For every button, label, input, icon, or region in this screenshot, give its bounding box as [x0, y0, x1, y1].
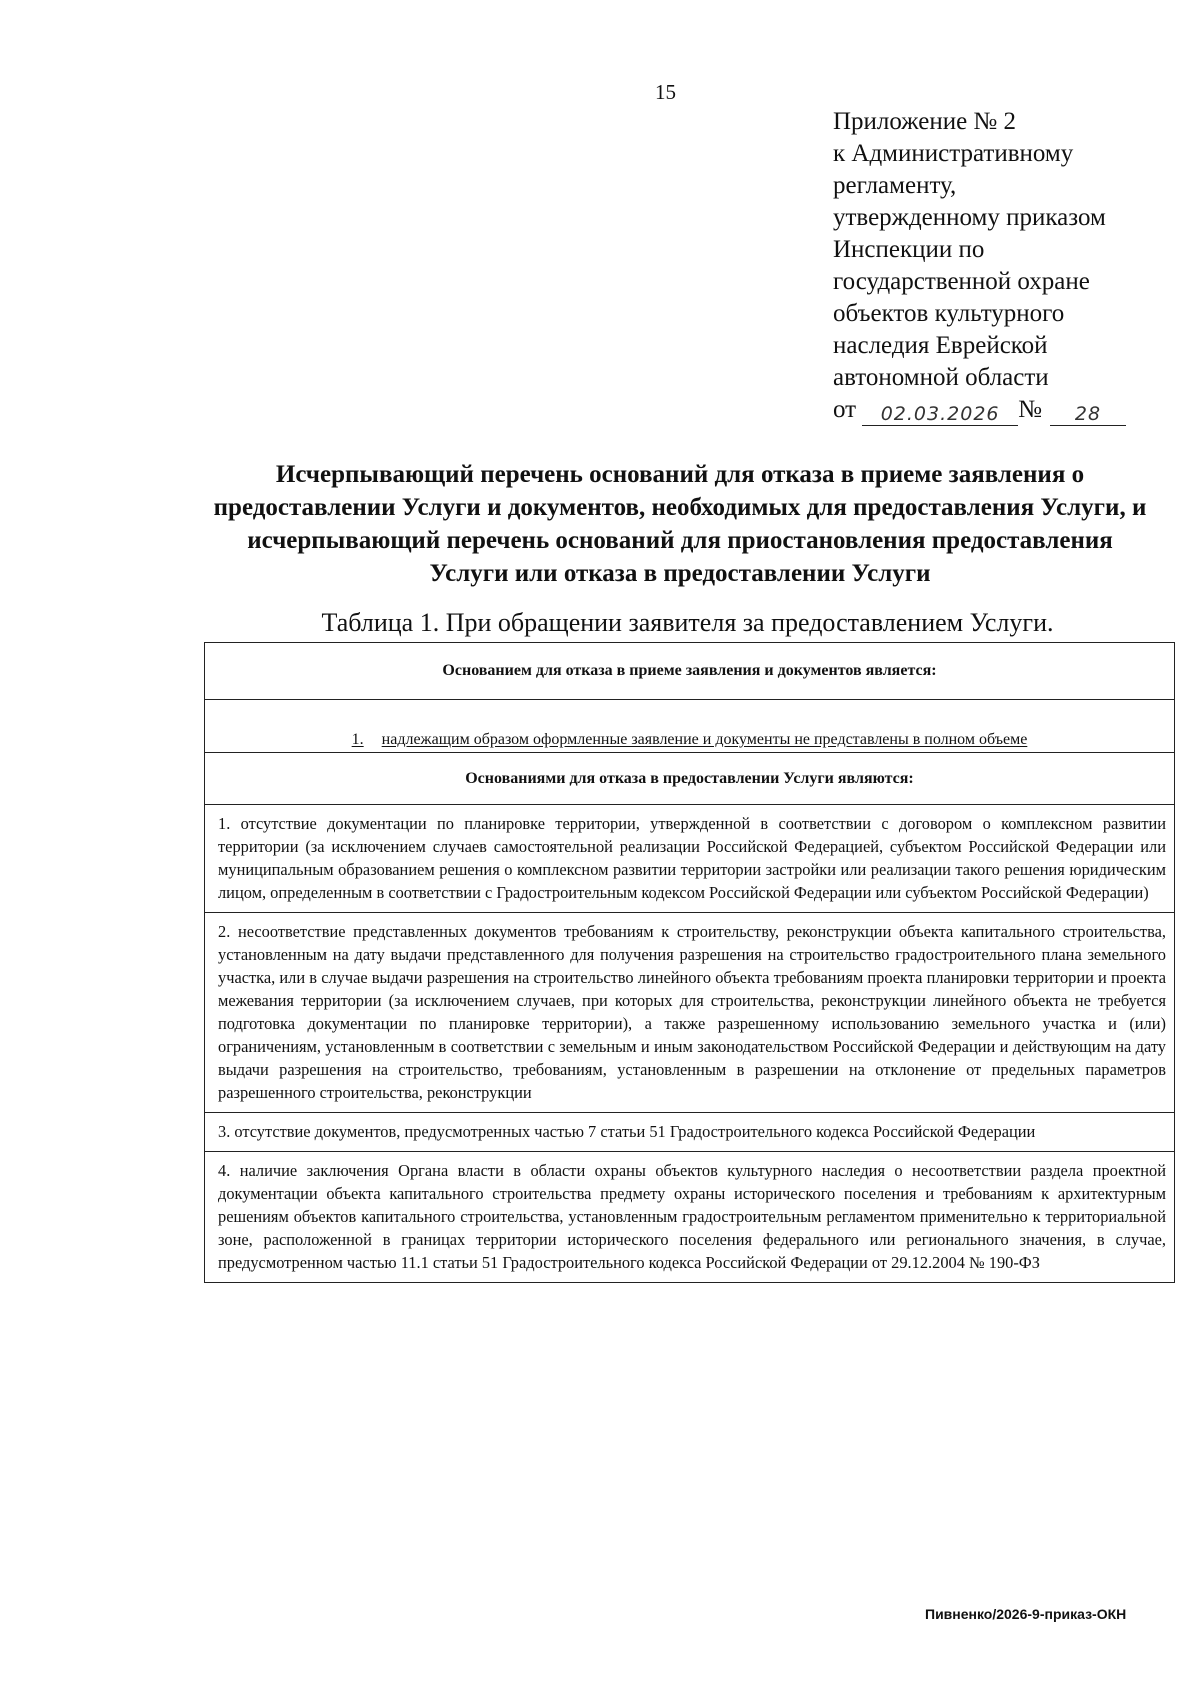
appendix-line: автономной области — [833, 364, 1049, 391]
reasons-table — [204, 642, 1175, 1283]
section-header-refusal-acceptance: Основанием для отказа в приеме заявления и документов является: — [205, 643, 1174, 700]
appendix-line: государственной охране — [833, 268, 1090, 295]
appendix-line: к Административному — [833, 140, 1074, 167]
refusal-service-item: 3. отсутствие документов, предусмотренных частью 7 статьи 51 Градостроительного кодекса Российской Федерации — [205, 1113, 1174, 1152]
section-header-refusal-service: Основаниями для отказа в предоставлении Услуги являются: — [205, 753, 1174, 805]
document-heading: Исчерпывающий перечень оснований для отказа в приеме заявления о предоставлении Услуги и документов, необходимых для предоставления Услуги, и исчерпывающий перечень оснований для приостановления предоставления Услуги или отказа в предоставлении Услуги — [213, 461, 1147, 587]
appendix-line: наследия Еврейской — [833, 332, 1048, 359]
order-date-number-line — [833, 394, 1153, 426]
handwritten-number: 28 — [1050, 403, 1126, 426]
handwritten-date: 02.03.2026 — [862, 403, 1018, 426]
refusal-service-item: 2. несоответствие представленных документов требованиям к строительству, реконструкции объекта капитального строительства, установленным на дату выдачи представленного для получения разрешения на строительство градостроительного плана земельного участка, или в случае выдачи разрешения на строительство линейного объекта требованиям проекта планировки территории и проекта межевания территории (за исключением случаев, при которых для строительства, реконструкции линейного объекта не требуется подготовка документации по планировке территории), а также разрешенному использованию земельного участка и (или) ограничениям, установленным в соответствии с земельным и иным законодательством Российской Федерации и действующим на дату выдачи разрешения на строительство, требованиям, установленным в разрешении на отклонение от предельных параметров разрешенного строительства, реконструкции — [205, 913, 1174, 1113]
number-prefix: № — [1018, 396, 1042, 423]
refusal-service-item: 4. наличие заключения Органа власти в области охраны объектов культурного наследия о несоответствии раздела проектной документации объекта капитального строительства предмету охраны исторического поселения и требованиям к архитектурным решениям объектов капитального строительства, установленным градостроительным регламентом применительно к территориальной зоне, расположенной в границах территории исторического поселения федерального или регионального значения, в случае, предусмотренном частью 11.1 статьи 51 Градостроительного кодекса Российской Федерации от 29.12.2004 № 190-ФЗ — [218, 1161, 1166, 1272]
table-caption: Таблица 1. При обращении заявителя за предоставлением Услуги. — [321, 608, 1054, 637]
appendix-line: утвержденному приказом — [833, 204, 1106, 231]
item-text: надлежащим образом оформленные заявление и документы не представлены в полном объеме — [381, 731, 1028, 748]
appendix-line: объектов культурного — [833, 300, 1065, 327]
appendix-line: Приложение № 2 — [833, 108, 1017, 135]
refusal-acceptance-item — [205, 700, 1174, 753]
item-number: 1. — [351, 731, 364, 748]
refusal-service-item: 1. отсутствие документации по планировке территории, утвержденной в соответствии с договором о комплексном развитии территории (за исключением случаев самостоятельной реализации Российской Федерацией, субъектом Российской Федерации или муниципальным образованием решения о комплексном развитии территории застройки или реализации такого решения юридическим лицом, определенным в соответствии с Градостроительным кодексом Российской Федерации или субъектом Российской Федерации) — [205, 805, 1174, 913]
appendix-line: Инспекции по — [833, 236, 985, 263]
page-number: 15 — [655, 80, 676, 104]
footer-reference: Пивненко/2026-9-приказ-ОКН — [925, 1606, 1127, 1622]
appendix-block — [833, 106, 1153, 426]
date-prefix: от — [833, 396, 857, 423]
appendix-line: регламенту, — [833, 172, 957, 199]
